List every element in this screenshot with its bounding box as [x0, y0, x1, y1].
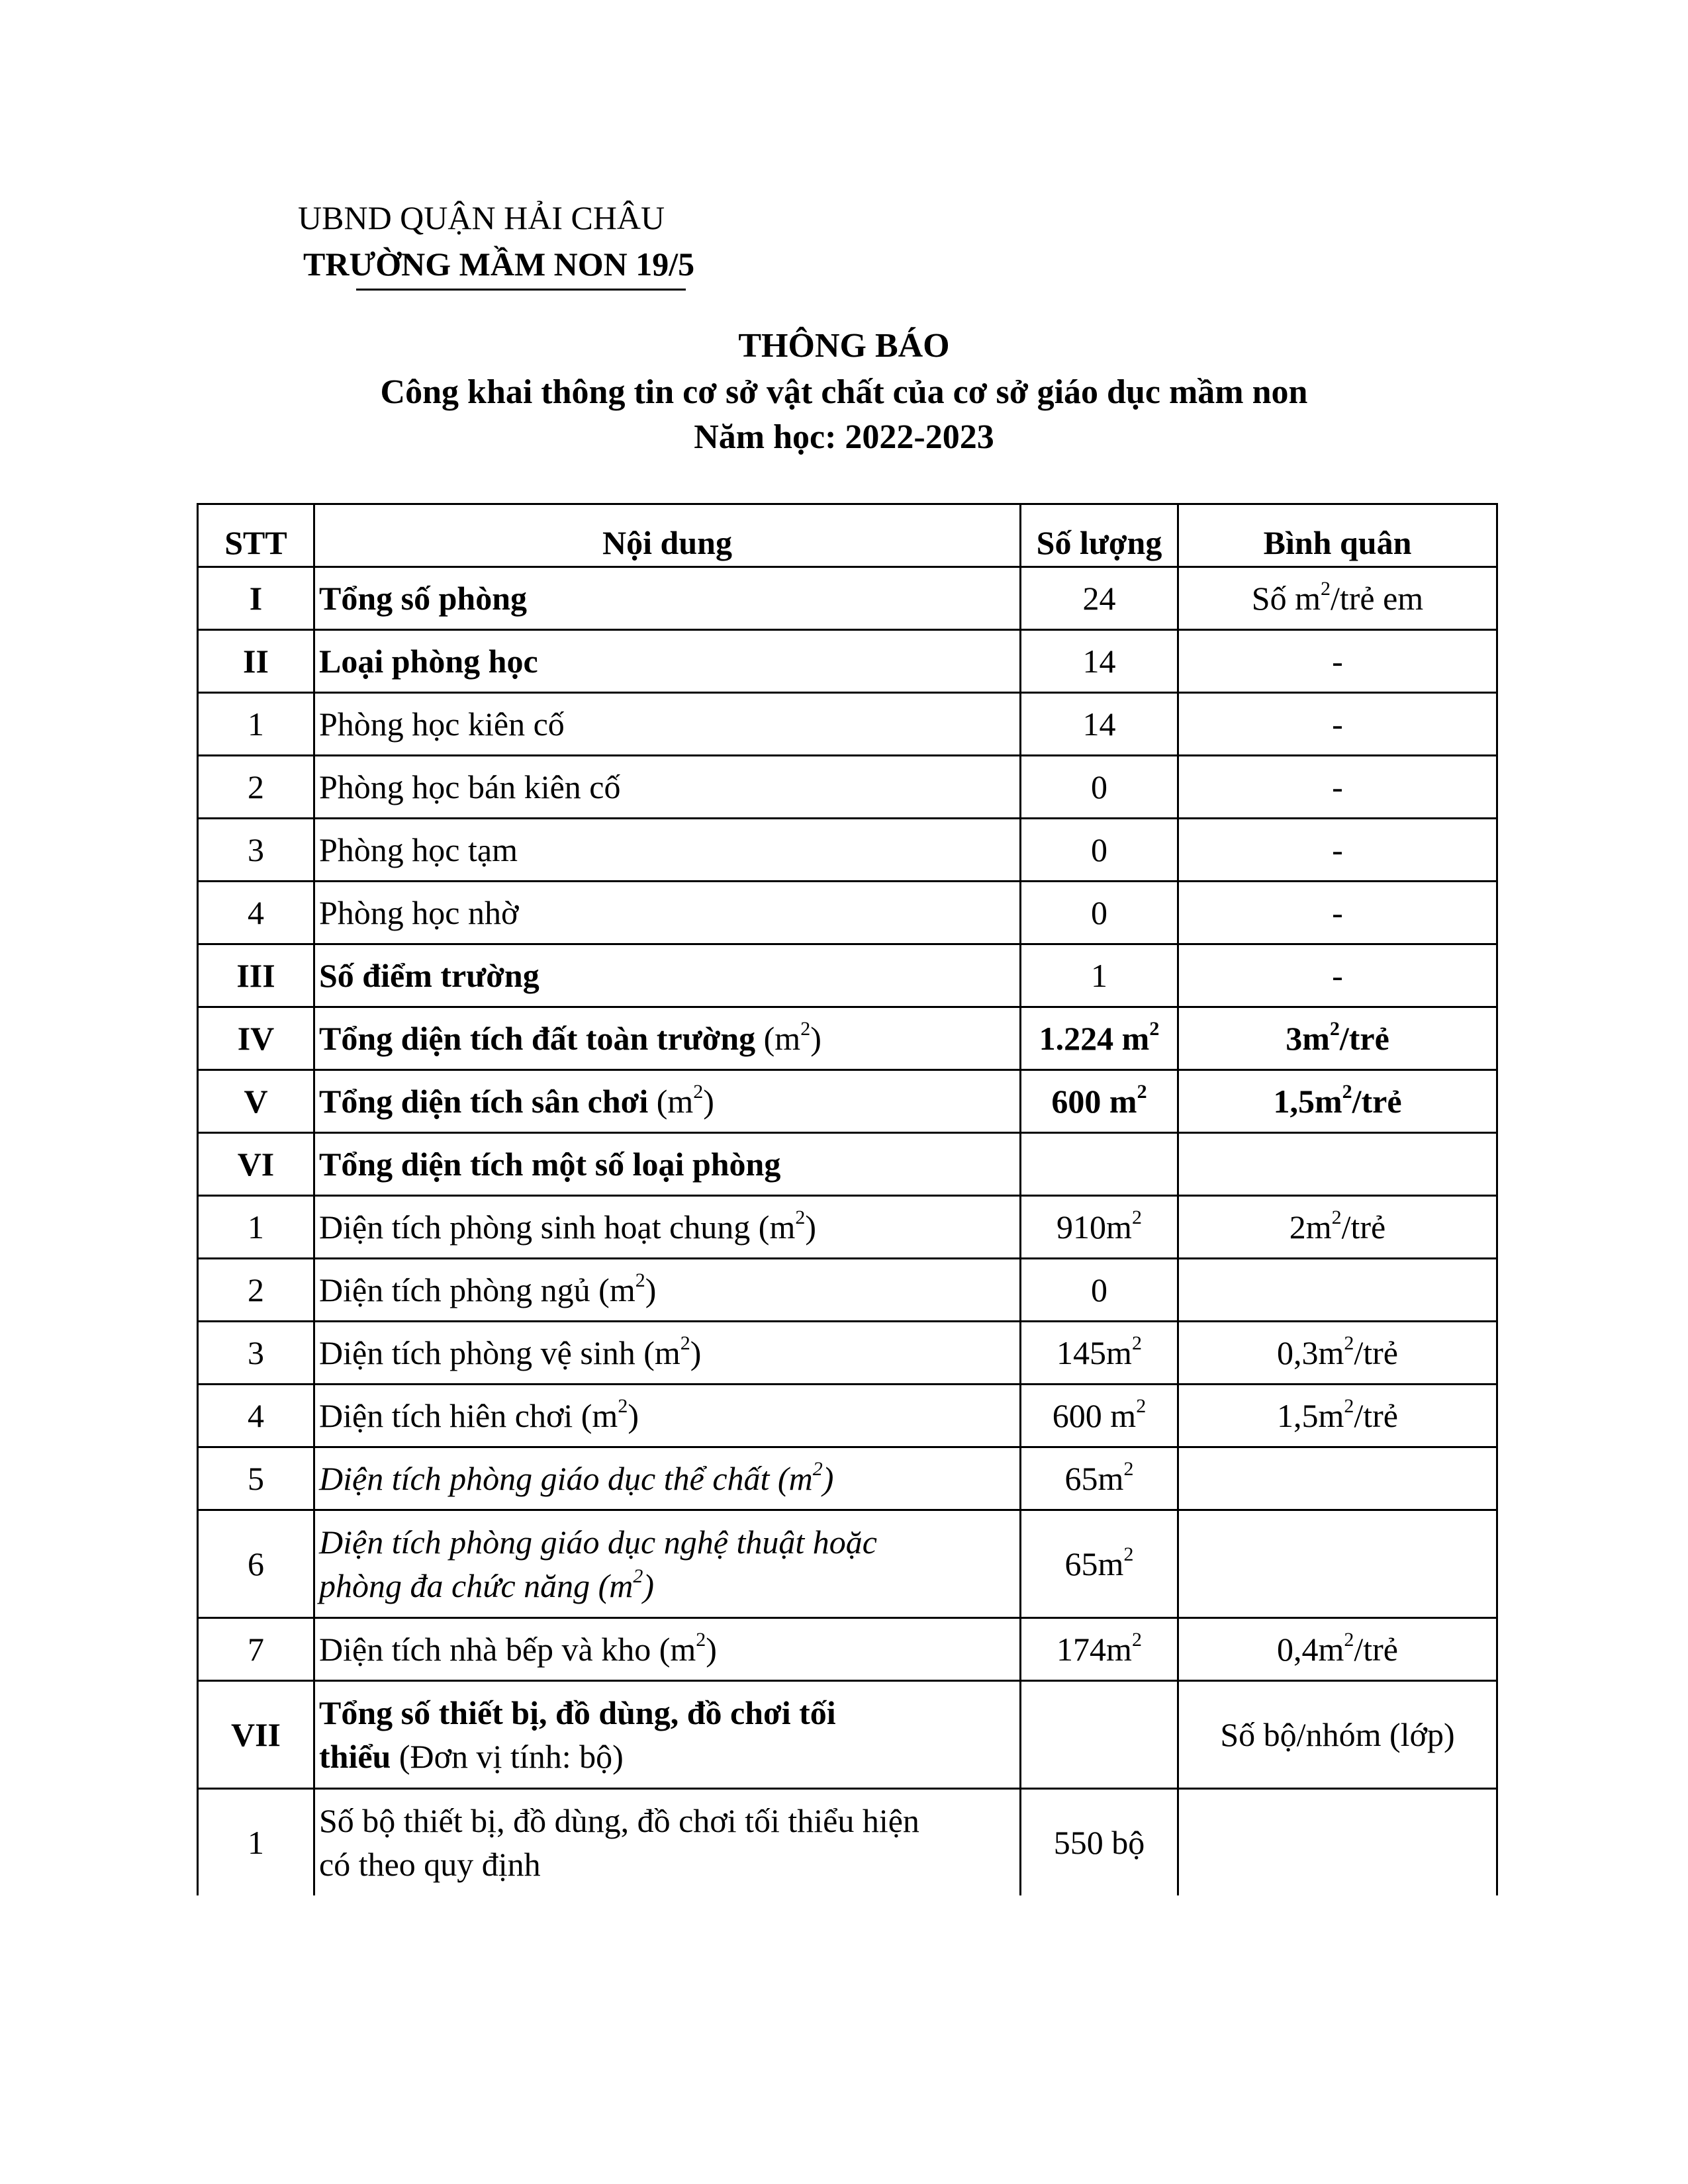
table-row [198, 1385, 1497, 1447]
table-row [198, 567, 1497, 630]
row-average [1178, 1259, 1497, 1322]
table-row [198, 693, 1497, 756]
row-stt: VI [198, 1133, 314, 1196]
row-stt: 3 [198, 819, 314, 882]
facilities-table [197, 503, 1498, 1895]
row-average [1178, 1133, 1497, 1196]
row-quantity: 600 $m^2$ [1021, 1385, 1178, 1447]
row-content: Số điểm trường [314, 944, 1021, 1007]
column-header-average: Bình quân [1178, 504, 1497, 567]
row-stt: 2 [198, 1259, 314, 1322]
table-row [198, 1789, 1497, 1896]
document-title: THÔNG BÁO [738, 327, 950, 365]
row-average: - [1178, 944, 1497, 1007]
row-quantity: $174m^2$ [1021, 1618, 1178, 1681]
table-row [198, 1133, 1497, 1196]
table-row [198, 819, 1497, 882]
row-quantity: 14 [1021, 693, 1178, 756]
table-row [198, 1196, 1497, 1259]
row-content: Phòng học bán kiên cố [314, 756, 1021, 819]
row-content: Tổng số phòng [314, 567, 1021, 630]
row-average: $0,3m^2$/trẻ [1178, 1322, 1497, 1385]
table-row [198, 756, 1497, 819]
row-quantity: $145m^2$ [1021, 1322, 1178, 1385]
row-average: - [1178, 756, 1497, 819]
row-average [1178, 1789, 1497, 1896]
row-content: Tổng diện tích một số loại phòng [314, 1133, 1021, 1196]
row-stt: 1 [198, 1789, 314, 1896]
row-quantity: 0 [1021, 882, 1178, 944]
row-quantity: $910m^2$ [1021, 1196, 1178, 1259]
row-stt: 3 [198, 1322, 314, 1385]
row-average: - [1178, 630, 1497, 693]
table-row [198, 1007, 1497, 1070]
row-content: Phòng học tạm [314, 819, 1021, 882]
table-row [198, 1618, 1497, 1681]
row-average: - [1178, 693, 1497, 756]
row-average: $3m^2$/trẻ [1178, 1007, 1497, 1070]
row-stt: 1 [198, 1196, 314, 1259]
row-stt: I [198, 567, 314, 630]
row-stt: VII [198, 1681, 314, 1789]
row-content: Diện tích phòng giáo dục nghệ thuật hoặc phòng đa chức năng $(m^2)$ [314, 1510, 1021, 1618]
row-average: - [1178, 819, 1497, 882]
agency-name: UBND QUẬN HẢI CHÂU [298, 199, 665, 236]
row-average: Số bộ/nhóm (lớp) [1178, 1681, 1497, 1789]
row-quantity: 600 $m^2$ [1021, 1070, 1178, 1133]
school-year: Năm học: 2022-2023 [694, 418, 994, 456]
row-quantity [1021, 1681, 1178, 1789]
column-header-content: Nội dung [314, 504, 1021, 567]
table-row [198, 1070, 1497, 1133]
table-row [198, 1259, 1497, 1322]
row-content: Phòng học kiên cố [314, 693, 1021, 756]
row-quantity: $65m^2$ [1021, 1447, 1178, 1510]
row-content: Tổng diện tích sân chơi $(m^2)$ [314, 1070, 1021, 1133]
row-average: $0,4m^2$/trẻ [1178, 1618, 1497, 1681]
table-row [198, 1681, 1497, 1789]
row-stt: 7 [198, 1618, 314, 1681]
row-stt: 4 [198, 1385, 314, 1447]
row-average [1178, 1510, 1497, 1618]
row-quantity: 24 [1021, 567, 1178, 630]
row-stt: III [198, 944, 314, 1007]
row-average: Số $m^2$/trẻ em [1178, 567, 1497, 630]
table-row [198, 1510, 1497, 1618]
row-content: Diện tích phòng sinh hoạt chung $(m^2)$ [314, 1196, 1021, 1259]
row-average: $1,5m^2$/trẻ [1178, 1070, 1497, 1133]
row-content: Diện tích phòng ngủ $(m^2)$ [314, 1259, 1021, 1322]
row-content: Số bộ thiết bị, đồ dùng, đồ chơi tối thiểu hiện có theo quy định [314, 1789, 1021, 1896]
row-stt: 6 [198, 1510, 314, 1618]
row-content: Diện tích nhà bếp và kho $(m^2)$ [314, 1618, 1021, 1681]
table-row [198, 882, 1497, 944]
table-row [198, 944, 1497, 1007]
row-stt: 4 [198, 882, 314, 944]
table-row [198, 1447, 1497, 1510]
row-stt: II [198, 630, 314, 693]
row-stt: 1 [198, 693, 314, 756]
row-stt: 2 [198, 756, 314, 819]
row-stt: V [198, 1070, 314, 1133]
row-content: Tổng diện tích đất toàn trường $(m^2)$ [314, 1007, 1021, 1070]
row-quantity: 1.224 $m^2$ [1021, 1007, 1178, 1070]
document-subtitle: Công khai thông tin cơ sở vật chất của cơ sở giáo dục mầm non [380, 373, 1308, 411]
row-average: $2m^2$/trẻ [1178, 1196, 1497, 1259]
row-quantity: 14 [1021, 630, 1178, 693]
row-average [1178, 1447, 1497, 1510]
row-stt: 5 [198, 1447, 314, 1510]
row-average: - [1178, 882, 1497, 944]
row-average: $1,5m^2$/trẻ [1178, 1385, 1497, 1447]
row-content: Loại phòng học [314, 630, 1021, 693]
row-quantity [1021, 1133, 1178, 1196]
row-content: Phòng học nhờ [314, 882, 1021, 944]
row-quantity: 1 [1021, 944, 1178, 1007]
row-quantity: 0 [1021, 1259, 1178, 1322]
row-quantity: 0 [1021, 819, 1178, 882]
row-content: Tổng số thiết bị, đồ dùng, đồ chơi tối thiểu (Đơn vị tính: bộ) [314, 1681, 1021, 1789]
row-quantity: $65m^2$ [1021, 1510, 1178, 1618]
row-content: Diện tích phòng vệ $\sinh (m^2)$ [314, 1322, 1021, 1385]
row-quantity: 0 [1021, 756, 1178, 819]
school-name-underline [356, 289, 686, 291]
row-stt: IV [198, 1007, 314, 1070]
school-name: TRƯỜNG MẦM NON 19/5 [303, 246, 695, 283]
column-header-stt: STT [198, 504, 314, 567]
table-row [198, 630, 1497, 693]
row-quantity: 550 bộ [1021, 1789, 1178, 1896]
table-header-row [198, 504, 1497, 567]
row-content: Diện tích phòng giáo dục thể chất $(m^2)$ [314, 1447, 1021, 1510]
row-content: Diện tích hiên chơi $(m^2)$ [314, 1385, 1021, 1447]
table-row [198, 1322, 1497, 1385]
column-header-quantity: Số lượng [1021, 504, 1178, 567]
